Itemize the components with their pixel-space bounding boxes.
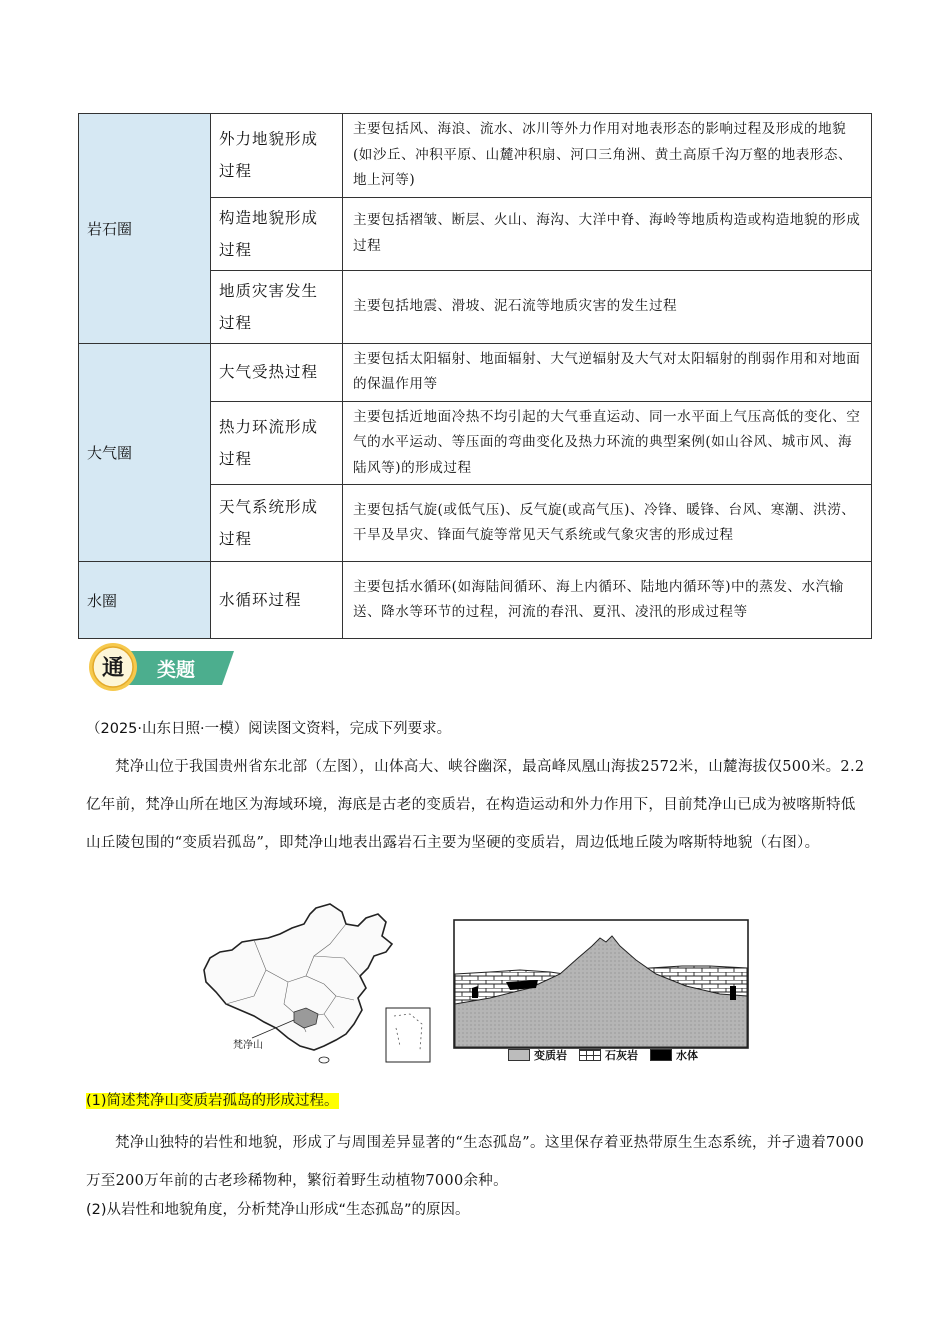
- question-1-text: (1)简述梵净山变质岩孤岛的形成过程。: [86, 1093, 339, 1109]
- hainan-island: [319, 1057, 329, 1063]
- legend-label: 变质岩: [534, 1049, 567, 1062]
- china-outline: [204, 904, 392, 1050]
- question-1: [86, 1090, 870, 1112]
- section-banner: [86, 641, 236, 693]
- water-body: [730, 986, 736, 1000]
- china-map-figure: [196, 900, 434, 1066]
- water-body: [472, 986, 478, 998]
- process-desc: 主要包括地震、滑坡、泥石流等地质灾害的发生过程: [343, 270, 872, 343]
- table-row: [79, 343, 872, 401]
- metamorphic-swatch: [508, 1049, 530, 1061]
- sphere-cell-lithosphere: 岩石圈: [79, 114, 211, 344]
- table-row: [79, 562, 872, 639]
- process-desc: 主要包括太阳辐射、地面辐射、大气逆辐射及大气对太阳辐射的削弱作用和对地面的保温作用等: [343, 343, 872, 401]
- banner-label: 类题: [156, 659, 196, 681]
- profile-legend: [508, 1046, 710, 1064]
- question-2: (2)从岩性和地貌角度，分析梵净山形成“生态孤岛”的原因。: [86, 1202, 470, 1218]
- legend-label: 水体: [676, 1049, 698, 1062]
- process-name: 构造地貌形成过程: [211, 197, 343, 270]
- legend-item: [508, 1047, 567, 1063]
- process-name: 热力环流形成过程: [211, 401, 343, 485]
- table-row: [79, 114, 872, 198]
- sphere-cell-atmosphere: 大气圈: [79, 343, 211, 562]
- earth-process-table: [78, 113, 872, 639]
- process-desc: 主要包括水循环(如海陆间循环、海上内循环、陆地内循环等)中的蒸发、水汽输送、降水等环节的过程，河流的春汛、夏汛、凌汛的形成过程等: [343, 562, 872, 639]
- process-name: 水循环过程: [211, 562, 343, 639]
- south-china-sea-inset: [386, 1008, 430, 1062]
- legend-label: 石灰岩: [605, 1049, 638, 1062]
- process-name: 天气系统形成过程: [211, 485, 343, 562]
- process-desc: 主要包括褶皱、断层、火山、海沟、大洋中脊、海岭等地质构造或构造地貌的形成过程: [343, 197, 872, 270]
- material-paragraph-2: 梵净山独特的岩性和地貌，形成了与周围差异显著的“生态孤岛”。这里保存着亚热带原生生态系统，并孑遗着7000万至200万年前的古老珍稀物种，繁衍着野生动植物7000余种。: [86, 1135, 865, 1189]
- limestone-swatch: [579, 1049, 601, 1061]
- question-source: （2025·山东日照·一模）阅读图文资料，完成下列要求。: [86, 721, 452, 737]
- badge-text: 通: [101, 656, 125, 681]
- legend-item: [579, 1047, 638, 1063]
- process-desc: 主要包括风、海浪、流水、冰川等外力作用对地表形态的影响过程及形成的地貌(如沙丘、冲积平原、山麓冲积扇、河口三角洲、黄土高原千沟万壑的地表形态、地上河等): [343, 114, 872, 198]
- process-desc: 主要包括近地面冷热不均引起的大气垂直运动、同一水平面上气压高低的变化、空气的水平运动、等压面的弯曲变化及热力环流的典型案例(如山谷风、城市风、海陆风等)的形成过程: [343, 401, 872, 485]
- process-name: 外力地貌形成过程: [211, 114, 343, 198]
- process-desc: 主要包括气旋(或低气压)、反气旋(或高气压)、冷锋、暖锋、台风、寒潮、洪涝、干旱及旱灾、锋面气旋等常见天气系统或气象灾害的形成过程: [343, 485, 872, 562]
- material-paragraph-1: 梵净山位于我国贵州省东北部（左图），山体高大、峡谷幽深，最高峰凤凰山海拔2572米，山麓海拔仅500米。2.2亿年前，梵净山所在地区为海域环境，海底是古老的变质岩，在构造运动和外力作用下，目前梵净山已成为被喀斯特低山丘陵包围的“变质岩孤岛”，即梵净山地表出露岩石主要为坚硬的变质岩，周边低地丘陵为喀斯特地貌（右图）。: [86, 759, 865, 851]
- map-label-fanjingshan: 梵净山: [233, 1040, 263, 1051]
- process-name: 地质灾害发生过程: [211, 270, 343, 343]
- water-swatch: [650, 1049, 672, 1061]
- process-name: 大气受热过程: [211, 343, 343, 401]
- sphere-cell-hydrosphere: 水圈: [79, 562, 211, 639]
- legend-item: [650, 1047, 698, 1063]
